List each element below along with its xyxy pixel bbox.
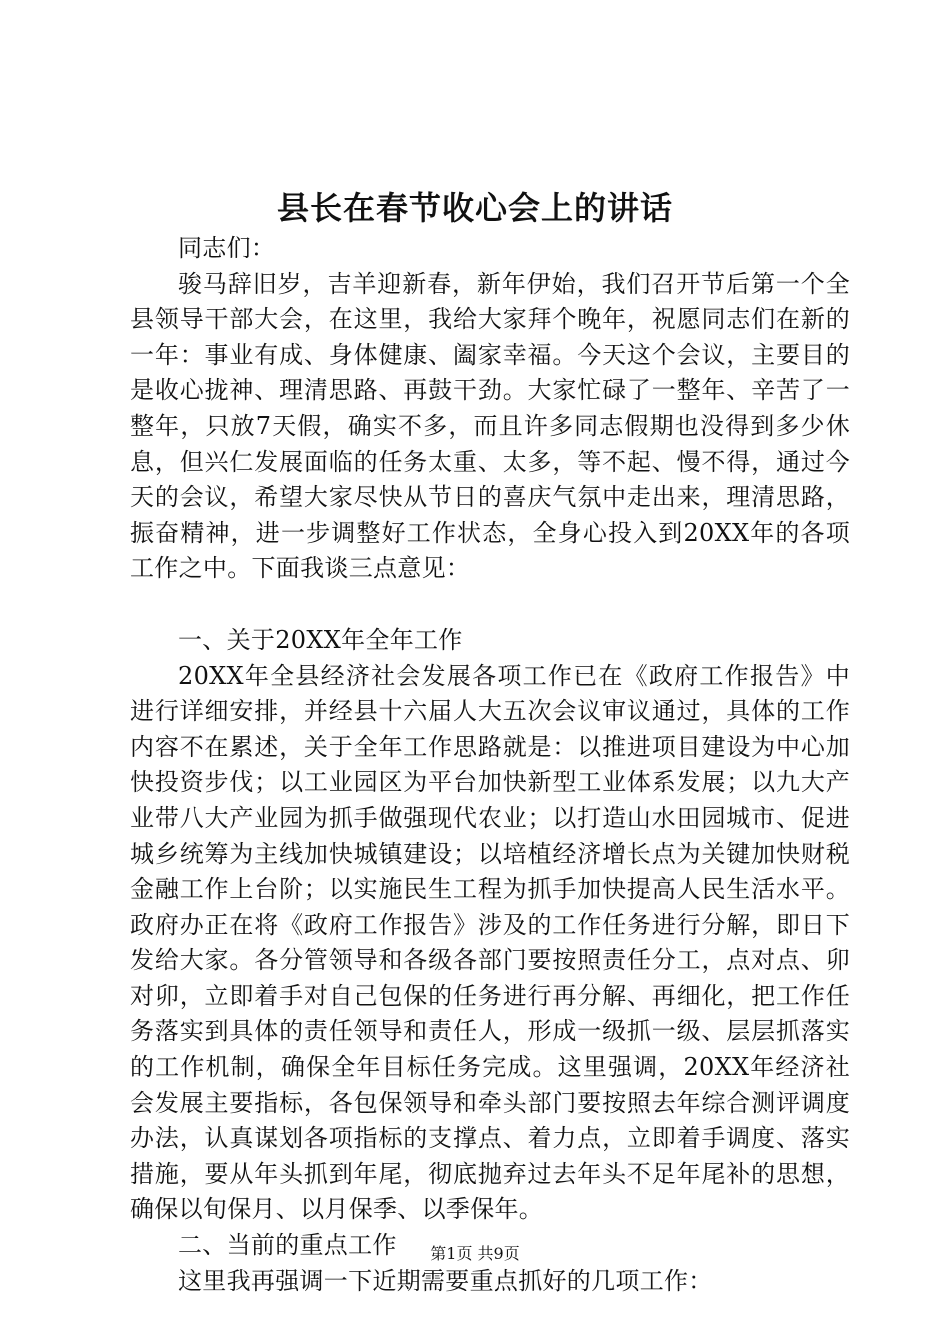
document-title: 县长在春节收心会上的讲话: [276, 189, 673, 227]
section-heading-2: 二、当前的重点工作: [178, 1231, 397, 1260]
paragraph-key-work: 这里我再强调一下近期需要重点抓好的几项工作：: [178, 1266, 713, 1295]
page-footer: 第1页 共9页: [430, 1244, 520, 1263]
paragraph-annual-work: 20XX年全县经济社会发展各项工作已在《政府工作报告》中进行详细安排，并经县十六届人大五次会议审议通过，具体的工作内容不在累述，关于全年工作思路就是：以推进项目建设为中心加快投资步伐；以工业园区为平台加快新型工业体系发展；以九大产业带八大产业园为抓手做强现代农业；以打造山水田园城市、促进城乡统筹为主线加快城镇建设；以培植经济增长点为关键加快财税金融工作上台阶；以实施民生工程为抓手加快提高人民生活水平。政府办正在将《政府工作报告》涉及的工作任务进行分解，即日下发给大家。各分管领导和各级各部门要按照责任分工，点对点、卯对卯，立即着手对自己包保的任务进行再分解、再细化，把工作任务落实到具体的责任领导和责任人，形成一级抓一级、层层抓落实的工作机制，确保全年目标任务完成。这里强调，20XX年经济社会发展主要指标，各包保领导和牵头部门要按照去年综合测评调度办法，认真谋划各项指标的支撑点、着力点，立即着手调度、落实措施，要从年头抓到年尾，彻底抛弃过去年头不足年尾补的思想，确保以旬保月、以月保季、以季保年。: [130, 661, 850, 1224]
document-body: [130, 231, 850, 1299]
section-heading-1: 一、关于20XX年全年工作: [178, 625, 463, 654]
paragraph-intro: 骏马辞旧岁，吉羊迎新春，新年伊始，我们召开节后第一个全县领导干部大会，在这里，我给大家拜个晚年，祝愿同志们在新的一年：事业有成、身体健康、阖家幸福。今天这个会议，主要目的是收心拢神、理清思路、再鼓干劲。大家忙碌了一整年、辛苦了一整年，只放7天假，确实不多，而且许多同志假期也没得到多少休息，但兴仁发展面临的任务太重、太多，等不起、慢不得，通过今天的会议，希望大家尽快从节日的喜庆气氛中走出来，理清思路，振奋精神，进一步调整好工作状态，全身心投入到20XX年的各项工作之中。下面我谈三点意见：: [130, 269, 850, 583]
salutation: 同志们：: [178, 234, 276, 262]
